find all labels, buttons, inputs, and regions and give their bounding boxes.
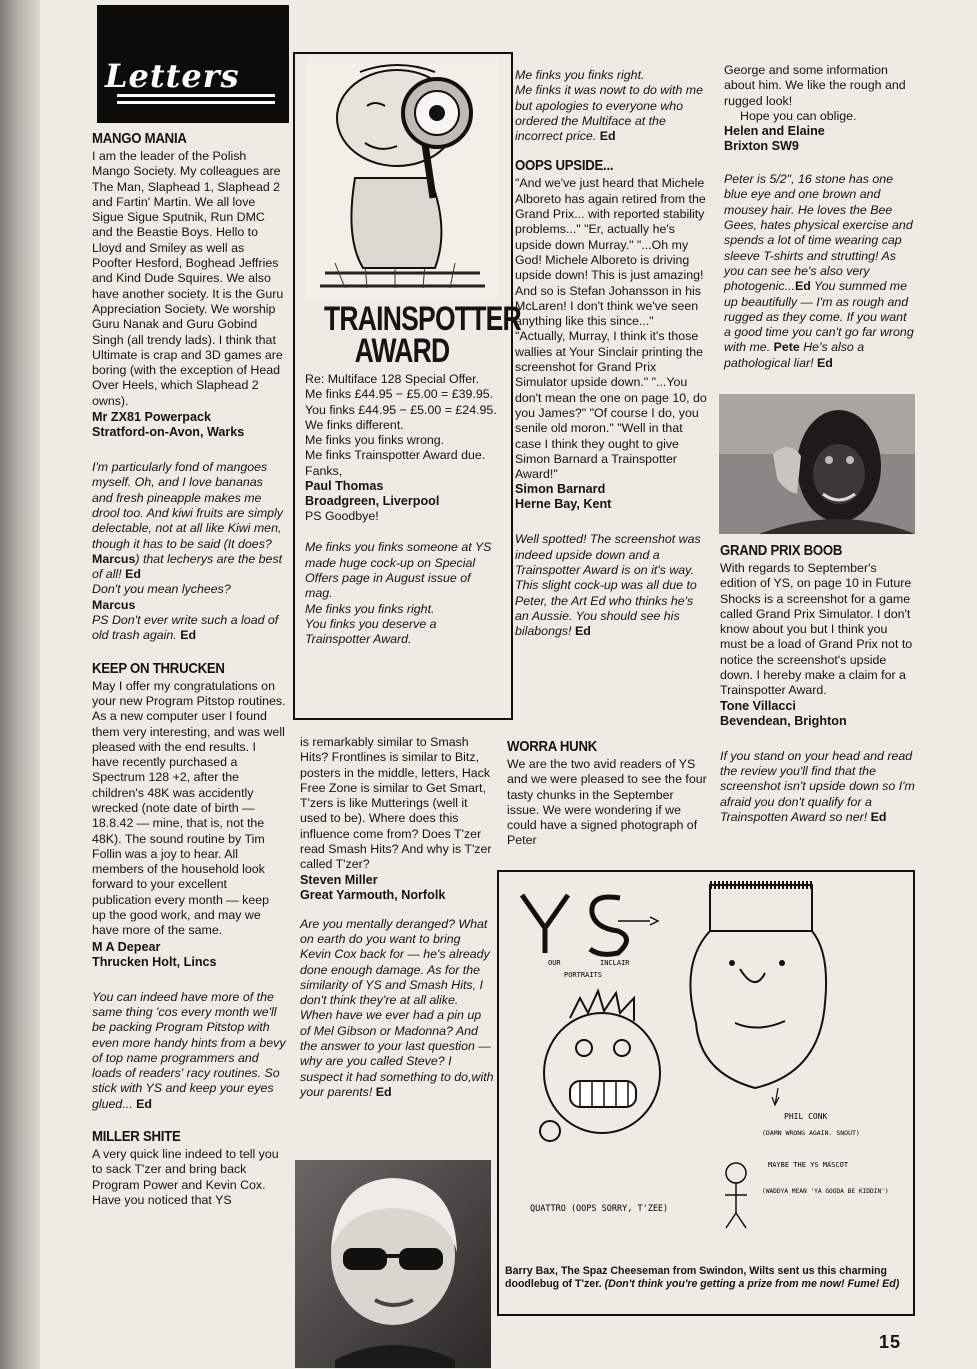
mascot-label: MAYBE THE YS MASCOT (768, 1161, 849, 1169)
photo-peter-gorilla-mask (719, 394, 915, 534)
sig-name: Tone Villacci (720, 698, 796, 713)
award-line-1: TRAINSPOTTER (324, 300, 521, 338)
heading-worra-hunk: WORRA HUNK (507, 738, 597, 755)
ed-sign: Ed (817, 355, 833, 370)
reply-text: Well spotted! The screenshot was indeed upside down and a Trainspotter Award is on it's way. This slight cock-up was all due to Peter, the Art Ed who thinks he's an Aussie. You should see his bilabongs! (515, 532, 701, 639)
signature-mango (92, 410, 286, 440)
reply-text: Peter is 5/2", 16 stone has one blue eye and one brown and mousey hair. He loves the Bee Gees, hates physical exercise and spends a lot of time wearing cap sleeve T-shirts and strutting! As you can see he's also very photogenic... (724, 172, 913, 294)
trainspotter-reply (305, 540, 501, 647)
sig-location: Thrucken Holt, Lincs (92, 954, 217, 969)
reply-line: Me finks you finks right. (515, 68, 645, 82)
column-2-letter (305, 372, 501, 647)
sig-location: Brixton SW9 (724, 139, 799, 154)
reply-gp (720, 749, 916, 825)
logo-text: Letters (105, 57, 240, 95)
ys-caption-2: INCLAIR (600, 959, 630, 967)
letter-body-miller: A very quick line indeed to tell you to sack T'zer and bring back Program Power and Kevin Cox. Have you noticed that YS (92, 1147, 279, 1207)
heading-keep-on-thrucken: KEEP ON THRUCKEN (92, 659, 225, 677)
signature-gp (720, 699, 916, 729)
phil-label: PHIL CONK (784, 1112, 828, 1121)
ed-sign: Ed (870, 809, 887, 824)
award-line-2: AWARD (354, 332, 450, 370)
letter-body-mango: I am the leader of the Polish Mango Society. My colleagues are The Man, Slaphead 1, Slaphead 2 and Fartin' Martin. We all love Sigue Sigue Sputnik, Run DMC and the Beastie Boys. Hello to Lloyd and Smiley as well as Poofter Hesford, Boghead Jeffries and Kind Dude Squires. We also have another society. It is the Guru Appreciation Society. We worship Guru Nanak and Guru Gobind Singh (all trendy lads). I think that Ultimate is crap and 3D games are boring (with the exception of Head Over Heels, which Slaphead 2 owns). (92, 149, 284, 408)
reply-text: If you stand on your head and read the review you'll find that the screenshot isn't upside down so I'm afraid you don't qualify for a Trainspotten Award so ner! (720, 748, 915, 824)
reply-text: You can indeed have more of the same thing 'cos every month we'll be packing Program Pitstop with even more handy hints from a bevy of top name programmers and loads of readers' racy routines. So stick with YS and keep your eyes glued... (92, 989, 286, 1111)
reply-miller (300, 917, 494, 1101)
letter-body-gp: With regards to September's edition of YS, on page 10 in Future Shocks is a screenshot for a game called Grand Prix Simulator. I don't know about you but I think you must be a load of Grand Prix not to notice the screenshot's upside down. I hereby make a claim for a Trainspotter Award. (720, 561, 913, 698)
ed-sign: Ed (599, 129, 616, 144)
doodle-caption (505, 1265, 905, 1291)
sig-name: M A Depear (92, 939, 161, 954)
reply-text-end: ) that lecherys are the best of all! (92, 551, 283, 582)
letter-body-worra-cont2: Hope you can oblige. (740, 108, 857, 123)
reply-name: Marcus (92, 597, 136, 612)
heading-mango-mania: MANGO MANIA (92, 130, 187, 147)
trainspotter-ps: PS Goodbye! (305, 509, 379, 524)
ed-sign: Ed (574, 624, 591, 639)
column-1 (92, 128, 286, 1221)
reply-line: Me finks you finks someone at YS made huge cock-up on Special Offers page in August issue of mag. (305, 540, 492, 601)
sig-name: Mr ZX81 Powerpack (92, 410, 211, 425)
trainspotter-line: Me finks you finks wrong. (305, 433, 445, 448)
column-3-top (515, 68, 707, 653)
sig-location: Broadgreen, Liverpool (305, 494, 440, 509)
caption-text: Barry Bax, The Spaz Cheeseman from Swindon, Wilts sent us this charming doodlebug of T'zer. (505, 1265, 887, 1290)
signature-thrucken (92, 940, 286, 970)
reply-text: Are you mentally deranged? What on earth do you want to bring Kevin Cox back for — he's already done enough damage. As for the similarity of YS and Smash Hits, I don't think they're at all alike. When have we ever had a pin up of Mel Gibson or Madonna? And the answer to your last question — why are you called Steve? I suspect it had something to do,with your parents! (300, 916, 494, 1099)
reply-name: Marcus (92, 551, 136, 566)
signature-trainspotter (305, 479, 501, 509)
reply-line: Me finks it was nowt to do with me but apologies to everyone who ordered the Multiface at the incorrect price. Ed (515, 83, 703, 144)
sig-name: Simon Barnard (515, 482, 606, 497)
reply-oops (515, 532, 707, 639)
quattro-label: QUATTRO (OOPS SORRY, T'ZEE) (530, 1204, 669, 1214)
pete-sign: Pete (773, 340, 800, 355)
sig-location: Stratford-on-Avon, Warks (92, 425, 245, 440)
mascot-note: (WADDYA MEAN 'YA GOODA BE KIDDIN') (762, 1188, 889, 1195)
sig-name: Paul Thomas (305, 479, 384, 494)
phil-note: (DAMN WRONG AGAIN. SNOUT) (762, 1129, 860, 1137)
ed-sign: Ed (794, 279, 811, 294)
heading-oops-upside: OOPS UPSIDE... (515, 157, 614, 175)
column-4-top (724, 63, 916, 384)
trainspotter-line: We finks different. (305, 417, 404, 432)
ed-sign: Ed (375, 1084, 392, 1099)
letters-logo (97, 5, 289, 123)
reply-mango (92, 460, 286, 582)
ed-sign: Ed (136, 1096, 152, 1111)
ed-sign: Ed (180, 628, 197, 643)
letter-body-worra: We are the two avid readers of YS and we were pleased to see the four tasty chunks in the September issue. We were wondering if we could have a signed photograph of Peter (507, 757, 707, 848)
trainspotter-line: Fanks, (305, 463, 343, 478)
caption-reply: (Don't think you're getting a prize from me now! Fume! Ed) (604, 1278, 900, 1290)
ed-sign: Ed (125, 567, 141, 582)
reply-worra (724, 172, 916, 371)
page-gutter-shadow (0, 0, 40, 1369)
reply-text: Don't you mean lychees? (92, 582, 231, 597)
letter-body-oops: "And we've just heard that Michele Alboreto has again retired from the Grand Prix... with reported stability problems..." "Er, actually he's upside down Murray." "...Oh my God! Michele Alboreto is driving upside down! This is just amazing! And so is Stefan Johansson in his McLaren! I don't think we've seen anything like this since..." "Actually, Murray, I think it's those wallies at Your Sinclair printing the screenshot for Grand Prix Simulator upside down." "...You don't mean the one on page 10, do you James?" "Of course I do, you senile old moron." "Well in that case I think they ought to give Simon Barnard a Trainspotter Award!" (515, 176, 707, 482)
trainspotter-award-title (324, 300, 521, 370)
column-4-gp (720, 540, 916, 838)
doodle-drawing (500, 873, 908, 1261)
sig-location: Great Yarmouth, Norfolk (300, 887, 446, 902)
trainspotter-line: Me finks £44.95 − £5.00 = £39.95. (305, 387, 494, 402)
letter-body-thrucken: May I offer my congratulations on your new Program Pitstop routines. As a new computer user I found them very interesting, and was well pleased with the end results. I have recently purchased a Spectrum 128 +2, after the children's 48K was accidently wrecked (note date of birth — 18.8.42 — mine, that is, not the 48K). The sound routine by Tim Follin was a joy to hear. All members of the household look forward to your excellent publication every month — keep up the good work, and may we have more of the same. (92, 678, 286, 938)
letter-body-miller-cont: is remarkably similar to Smash Hits? Frontlines is similar to Bitz, posters in the middle, letters, Hack Free Zone is similar to Get Smart, T'zers is like Mutterings (well it used to be). Where does this influence come from? Does T'zer read Smash Hits? And why is T'zer called T'zer? (300, 735, 492, 872)
reply-text: PS Don't ever write such a load of old trash again. (92, 613, 279, 643)
signature-worra (724, 124, 916, 154)
ys-caption-3: PORTRAITS (564, 971, 602, 979)
reply-line: Me finks you finks right. (305, 601, 435, 616)
column-3-worra (507, 736, 707, 862)
sig-location: Herne Bay, Kent (515, 497, 612, 512)
trainspotter-line: Me finks Trainspotter Award due. (305, 448, 486, 463)
page-number: 15 (879, 1332, 902, 1352)
trainspotter-line: Re: Multiface 128 Special Offer. (305, 372, 480, 386)
photo-tzer (295, 1160, 491, 1368)
trainspotter-reply-cont (515, 68, 707, 144)
reply-text: He's also a pathological liar! (724, 340, 865, 370)
heading-miller-shite: MILLER SHITE (92, 1128, 181, 1146)
sig-name: Steven Miller (300, 872, 378, 887)
trainspotter-cartoon (305, 58, 497, 298)
reply-text: You summed me up beautifully — I'm as rough and rugged as they come. If you want a good time you can't go far wrong with me. (724, 279, 914, 355)
reply-mango-3 (92, 613, 286, 644)
trainspotter-line: You finks £44.95 − £5.00 = £24.95. (305, 402, 497, 417)
signature-miller (300, 873, 494, 903)
logo-underline (117, 101, 275, 104)
ys-caption-1: OUR (548, 959, 561, 967)
reply-mango-2 (92, 582, 286, 613)
sig-name: Helen and Elaine (724, 124, 825, 139)
reply-line: You finks you deserve a Trainspotter Award. (305, 616, 437, 647)
reply-text: I'm particularly fond of mangoes myself. Oh, and I love bananas and fresh pineapple makes me drool too. And kiwi fruits are simply delectable, not at all like Kiwi men, though it has to be said (It does? (92, 460, 283, 551)
sig-location: Bevendean, Brighton (720, 713, 847, 728)
signature-oops (515, 482, 707, 512)
column-2-lower (300, 735, 494, 1113)
heading-grand-prix-boob: GRAND PRIX BOOB (720, 542, 843, 559)
reply-thrucken (92, 990, 286, 1112)
letter-body-worra-cont: George and some information about him. We like the rough and rugged look! (724, 63, 906, 108)
